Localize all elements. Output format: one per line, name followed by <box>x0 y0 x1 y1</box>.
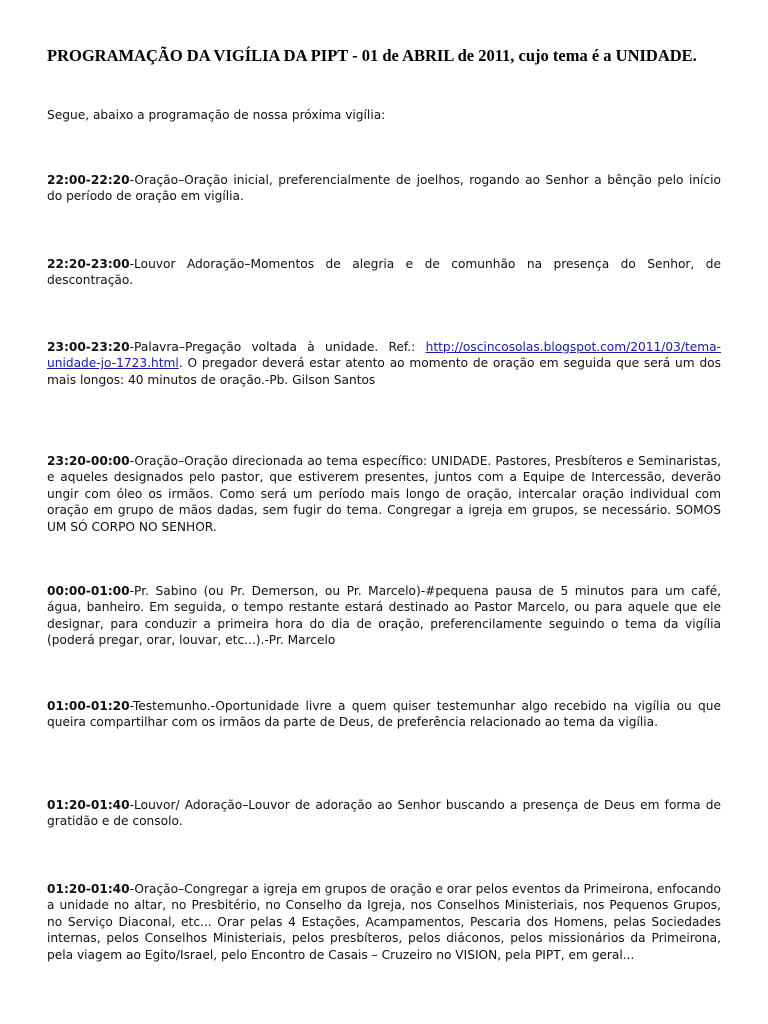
schedule-entry <box>47 256 721 289</box>
entry-time: 01:20-01:40 <box>47 882 130 896</box>
schedule-entry <box>47 698 721 731</box>
entry-text: -Pr. Sabino (ou Pr. Demerson, ou Pr. Marcelo)-#pequena pausa de 5 minutos para um café, água, banheiro. Em seguida, o tempo restante estará destinado ao Pastor Marcelo, ou para aquele que ele designar, para conduzir a primeira hora do dia de oração, preferencilamente seguindo o tema da vigília (poderá pregar, orar, louvar, etc...).-Pr. Marcelo <box>47 584 721 648</box>
schedule-entry <box>47 797 721 830</box>
entry-time: 23:00-23:20 <box>47 340 130 354</box>
entry-text: . O pregador deverá estar atento ao momento de oração em seguida que será um dos mais longos: 40 minutos de oração.-Pb. Gilson Santos <box>47 356 721 387</box>
reference-link[interactable]: http://oscincosolas.blogspot.com/2011/03/tema-unidade-jo-1723.html <box>47 340 721 371</box>
entry-text: -Oração–Oração direcionada ao tema específico: UNIDADE. Pastores, Presbíteros e Seminaristas, e aqueles designados pelo pastor, que estiverem presentes, juntos com a Equipe de Intercessão, deverão ungir com óleo os irmãos. Como será um período mais longo de oração, intercalar oração individual com oração em grupo de mãos dadas, sem fugir do tema. Congregar a igreja em grupos, se necessário. SOMOS UM SÓ CORPO NO SENHOR. <box>47 454 721 534</box>
entry-time: 22:00-22:20 <box>47 173 130 187</box>
schedule-entry <box>47 339 721 388</box>
entry-text: -Oração–Congregar a igreja em grupos de oração e orar pelos eventos da Primeirona, enfocando a unidade no altar, no Presbitério, no Conselho da Igreja, nos Conselhos Ministeriais, nos Pequenos Grupos, no Serviço Diaconal, etc... Orar pelas 4 Estações, Acampamentos, Pescaria dos Homens, pelas Sociedades internas, pelos Conselhos Ministeriais, pelos presbíteros, pelos diáconos, pelos missionários da Primeirona, pela viagem ao Egito/Israel, pelo Encontro de Casais – Cruzeiro no VISION, pela PIPT, em geral... <box>47 882 721 962</box>
entry-time: 01:20-01:40 <box>47 798 130 812</box>
entry-time: 01:00-01:20 <box>47 699 130 713</box>
schedule-entry <box>47 172 721 205</box>
intro-text: Segue, abaixo a programação de nossa próxima vigília: <box>47 108 386 122</box>
entry-text: -Palavra–Pregação voltada à unidade. Ref.: <box>129 340 426 354</box>
entry-text: -Oração–Oração inicial, preferencialmente de joelhos, rogando ao Senhor a bênção pelo início do período de oração em vigília. <box>47 173 721 204</box>
entry-text: -Louvor/ Adoração–Louvor de adoração ao Senhor buscando a presença de Deus em forma de gratidão e de consolo. <box>47 798 721 829</box>
schedule-entry <box>47 453 721 535</box>
entry-text: -Louvor Adoração–Momentos de alegria e de comunhão na presença do Senhor, de descontração. <box>47 257 721 288</box>
schedule-entry <box>47 583 721 649</box>
entry-text: -Testemunho.-Oportunidade livre a quem quiser testemunhar algo recebido na vigília ou que queira compartilhar com os irmãos da parte de Deus, de preferência relacionado ao tema da vigília. <box>47 699 721 730</box>
document-title: PROGRAMAÇÃO DA VIGÍLIA DA PIPT - 01 de ABRIL de 2011, cujo tema é a UNIDADE. <box>47 46 697 65</box>
entry-time: 00:00-01:00 <box>47 584 130 598</box>
entry-time: 22:20-23:00 <box>47 257 130 271</box>
schedule-entry <box>47 881 721 963</box>
entry-time: 23:20-00:00 <box>47 454 130 468</box>
